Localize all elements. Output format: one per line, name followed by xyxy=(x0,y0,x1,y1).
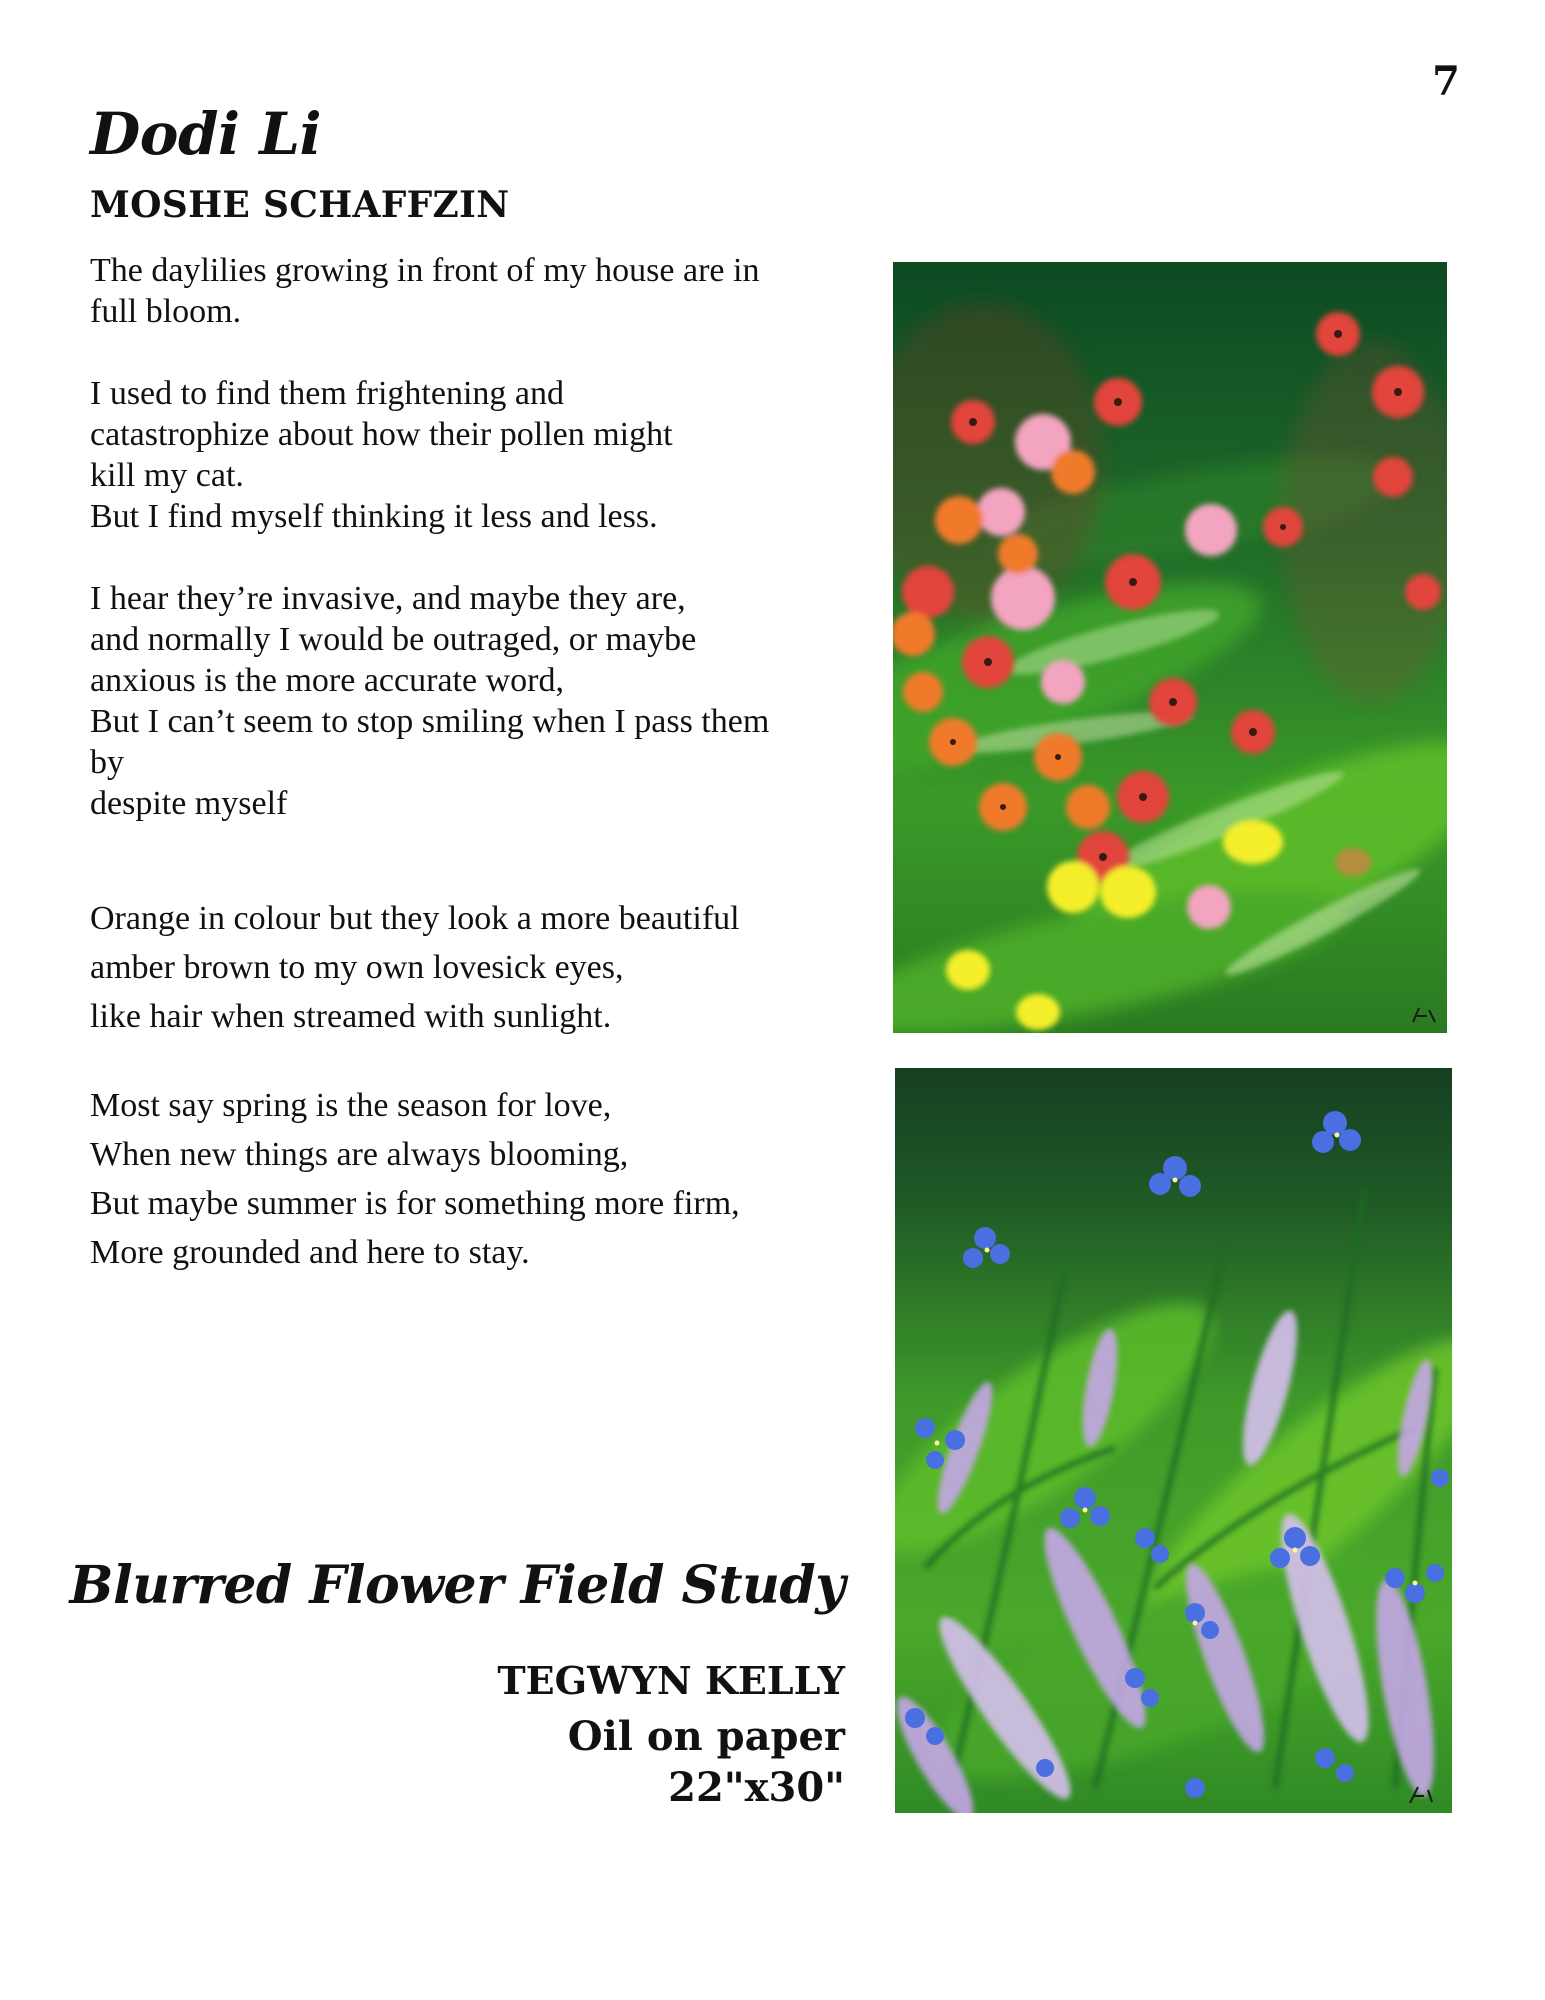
poem-line: kill my cat. xyxy=(90,457,244,494)
poem-body xyxy=(90,250,870,1277)
poem-line: catastrophize about how their pollen might xyxy=(90,416,673,453)
poem-title: Dodi Li xyxy=(90,100,322,168)
poem-stanza xyxy=(90,373,870,537)
poem-line: and normally I would be outraged, or maybe xyxy=(90,621,697,658)
poem-line: When new things are always blooming, xyxy=(90,1136,629,1173)
artwork-caption xyxy=(70,1555,845,1811)
artwork-artist: TEGWYN KELLY xyxy=(497,1658,845,1703)
painting-flower-field-warm xyxy=(893,262,1447,1033)
poem-line: Most say spring is the season for love, xyxy=(90,1087,612,1124)
poem-line: full bloom. xyxy=(90,293,242,330)
poem-stanza xyxy=(90,1081,870,1277)
poem-line: amber brown to my own lovesick eyes, xyxy=(90,949,624,986)
poem-line: But maybe summer is for something more firm, xyxy=(90,1185,740,1222)
poem-line: Orange in colour but they look a more beautiful xyxy=(90,900,740,937)
poem-line: by xyxy=(90,744,124,781)
artwork-title: Blurred Flower Field Study xyxy=(69,1555,845,1616)
poem-line: More grounded and here to stay. xyxy=(90,1234,530,1271)
painting-blue-canvas xyxy=(895,1068,1452,1813)
poem-line: like hair when streamed with sunlight. xyxy=(90,998,612,1035)
poem-line: I hear they’re invasive, and maybe they are, xyxy=(90,580,686,617)
poem-author: MOSHE SCHAFFZIN xyxy=(90,184,510,226)
poem-line: But I can’t seem to stop smiling when I pass them xyxy=(90,703,770,740)
page-number: 7 xyxy=(1432,58,1460,105)
poem-line: anxious is the more accurate word, xyxy=(90,662,564,699)
poem-stanza xyxy=(90,250,870,332)
poem-line: The daylilies growing in front of my house are in xyxy=(90,252,760,289)
poem-line: despite myself xyxy=(90,785,288,822)
artwork-medium: Oil on paper xyxy=(567,1713,845,1760)
poem-line: I used to find them frightening and xyxy=(90,375,565,412)
artwork-size: 22"x30" xyxy=(668,1764,845,1811)
poem-line: But I find myself thinking it less and less. xyxy=(90,498,658,535)
painting-warm-canvas xyxy=(893,262,1447,1033)
painting-flower-field-blue xyxy=(895,1068,1452,1813)
poem-stanza xyxy=(90,894,870,1041)
poem-stanza xyxy=(90,578,870,824)
